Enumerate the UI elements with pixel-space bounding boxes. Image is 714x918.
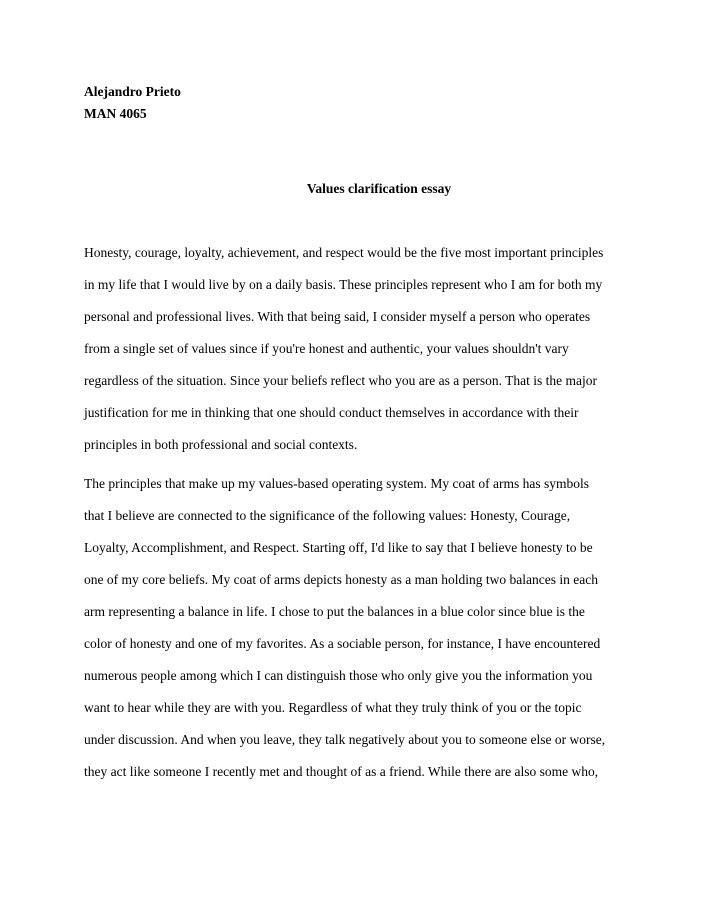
paragraph-line: Loyalty, Accomplishment, and Respect. Starting off, I'd like to say that I believe honesty to be — [84, 540, 593, 555]
paragraph-line: arm representing a balance in life. I chose to put the balances in a blue color since blue is the — [84, 604, 585, 619]
paragraph-line: under discussion. And when you leave, they talk negatively about you to someone else or worse, — [84, 732, 606, 747]
paragraph-line: that I believe are connected to the significance of the following values: Honesty, Courage, — [84, 508, 571, 523]
paragraph-line: Honesty, courage, loyalty, achievement, and respect would be the five most important principles — [84, 245, 604, 260]
paragraph-line: from a single set of values since if you're honest and authentic, your values shouldn't vary — [84, 341, 569, 356]
paragraph-line: principles in both professional and social contexts. — [84, 437, 358, 452]
author-name: Alejandro Prieto — [84, 84, 181, 99]
paragraph-line: they act like someone I recently met and thought of as a friend. While there are also some who, — [84, 764, 599, 779]
paragraph-line: personal and professional lives. With that being said, I consider myself a person who operates — [84, 309, 591, 324]
paragraph-line: regardless of the situation. Since your beliefs reflect who you are as a person. That is the major — [84, 373, 597, 388]
essay-title: Values clarification essay — [306, 181, 452, 196]
paragraph-line: The principles that make up my values-based operating system. My coat of arms has symbols — [84, 476, 590, 491]
paragraph-line: want to hear while they are with you. Regardless of what they truly think of you or the topic — [84, 700, 582, 715]
paragraph-line: justification for me in thinking that one should conduct themselves in accordance with their — [84, 405, 579, 420]
paragraph-line: one of my core beliefs. My coat of arms depicts honesty as a man holding two balances in each — [84, 572, 598, 587]
paragraph-line: color of honesty and one of my favorites. As a sociable person, for instance, I have encountered — [84, 636, 601, 651]
paragraph-line: in my life that I would live by on a daily basis. These principles represent who I am for both my — [84, 277, 603, 292]
paragraph-line: numerous people among which I can distinguish those who only give you the information you — [84, 668, 593, 683]
course-code: MAN 4065 — [84, 106, 147, 121]
